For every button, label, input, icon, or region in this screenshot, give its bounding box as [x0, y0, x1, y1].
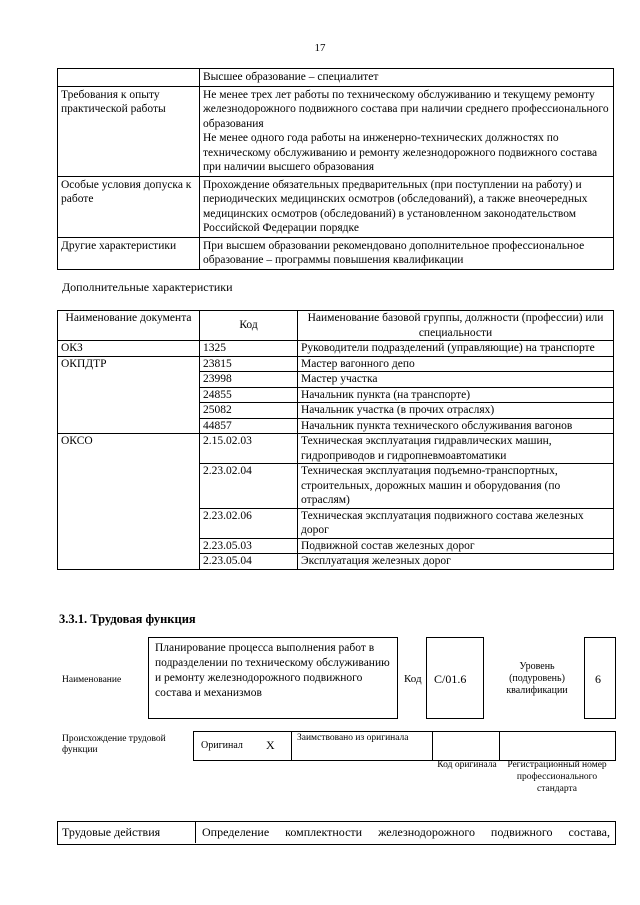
code-box: [426, 637, 484, 719]
actions-label: Трудовые действия: [62, 825, 161, 839]
borrowed-label: Заимствовано из оригинала: [297, 733, 409, 743]
code-cell: 23815: [200, 356, 298, 372]
row-text: Прохождение обязательных предварительных (при поступлении на работу) и периодических медицинских осмотров (обследований), а также внеочередных медицинских осмотров (обследований) в установленном законодательством Российской Федерации порядке: [200, 176, 614, 237]
code-value: С/01.6: [434, 672, 467, 686]
actions-text: Определение комплектности железнодорожного подвижного состава,: [202, 825, 610, 839]
level-label: Уровень (подуровень) квалификации: [506, 661, 568, 696]
name-cell: Подвижной состав железных дорог: [298, 538, 614, 554]
code-cell: 24855: [200, 387, 298, 403]
level-box: [584, 637, 616, 719]
code-cell: 25082: [200, 403, 298, 419]
table-header-row: [58, 311, 614, 341]
origin-label: Происхождение трудовой функции: [62, 734, 166, 755]
code-cell: 2.23.02.06: [200, 508, 298, 538]
reg-number-caption: Регистрационный номер профессионального стандарта: [507, 760, 607, 794]
doc-name: ОКСО: [58, 434, 200, 570]
header-name: Наименование базовой группы, должности (профессии) или специальности: [298, 311, 614, 341]
table-row: [58, 341, 614, 357]
original-mark: X: [266, 738, 275, 752]
row-label: Требования к опыту практической работы: [58, 86, 200, 176]
name-cell: Начальник пункта (на транспорте): [298, 387, 614, 403]
header-document: Наименование документа: [58, 311, 200, 341]
row-label: Другие характеристики: [58, 237, 200, 269]
level-value: 6: [595, 672, 601, 686]
header-code: Код: [200, 311, 298, 341]
code-cell: 44857: [200, 418, 298, 434]
code-cell: 23998: [200, 372, 298, 388]
row-label: Особые условия допуска к работе: [58, 176, 200, 237]
table-row: [58, 434, 614, 464]
row-text: При высшем образовании рекомендовано дополнительное профессиональное образование – программы повышения квалификации: [200, 237, 614, 269]
function-heading: 3.3.1. Трудовая функция: [59, 612, 196, 626]
code-cell: 2.23.05.04: [200, 554, 298, 570]
name-label: Наименование: [62, 675, 122, 685]
original-label: Оригинал: [201, 740, 243, 751]
name-cell: Техническая эксплуатация подъемно-транспортных, строительных, дорожных машин и оборудования (по отраслям): [298, 464, 614, 509]
code-cell: 2.15.02.03: [200, 434, 298, 464]
name-cell: Начальник участка (в прочих отраслях): [298, 403, 614, 419]
table-row: [58, 176, 614, 237]
function-name: Планирование процесса выполнения работ в подразделении по техническому обслуживанию и ремонту железнодорожного подвижного состава и механизмов: [155, 642, 390, 699]
qualification-table: [57, 68, 614, 270]
code-cell: 1325: [200, 341, 298, 357]
name-cell: Эксплуатация железных дорог: [298, 554, 614, 570]
name-cell: Начальник пункта технического обслуживания вагонов: [298, 418, 614, 434]
name-cell: Руководители подразделений (управляющие) на транспорте: [298, 341, 614, 357]
name-cell: Мастер вагонного депо: [298, 356, 614, 372]
doc-name: ОКЗ: [58, 341, 200, 357]
characteristics-table: [57, 310, 614, 570]
additional-characteristics-title: Дополнительные характеристики: [62, 280, 233, 294]
doc-name: ОКПДТР: [58, 356, 200, 434]
row-text: Высшее образование – специалитет: [200, 69, 614, 87]
page-number: 17: [314, 42, 326, 54]
table-row: [58, 69, 614, 87]
code-cell: 2.23.05.03: [200, 538, 298, 554]
code-original-caption: Код оригинала: [437, 760, 497, 770]
table-row: [58, 237, 614, 269]
name-cell: Техническая эксплуатация гидравлических машин, гидроприводов и гидропневмоавтоматики: [298, 434, 614, 464]
name-cell: Мастер участка: [298, 372, 614, 388]
name-cell: Техническая эксплуатация подвижного состава железных дорог: [298, 508, 614, 538]
table-row: [58, 356, 614, 372]
table-row: [58, 86, 614, 176]
row-text: Не менее трех лет работы по техническому обслуживанию и текущему ремонту железнодорожного подвижного состава при наличии среднего профессионального образования Не менее одного года работы на инженерно-технических должностях по техническому обслуживанию и ремонту железнодорожного подвижного состава при наличии высшего образования: [200, 86, 614, 176]
code-cell: 2.23.02.04: [200, 464, 298, 509]
row-label: [58, 69, 200, 87]
code-label: Код: [404, 673, 422, 685]
function-name-box: [148, 637, 398, 719]
